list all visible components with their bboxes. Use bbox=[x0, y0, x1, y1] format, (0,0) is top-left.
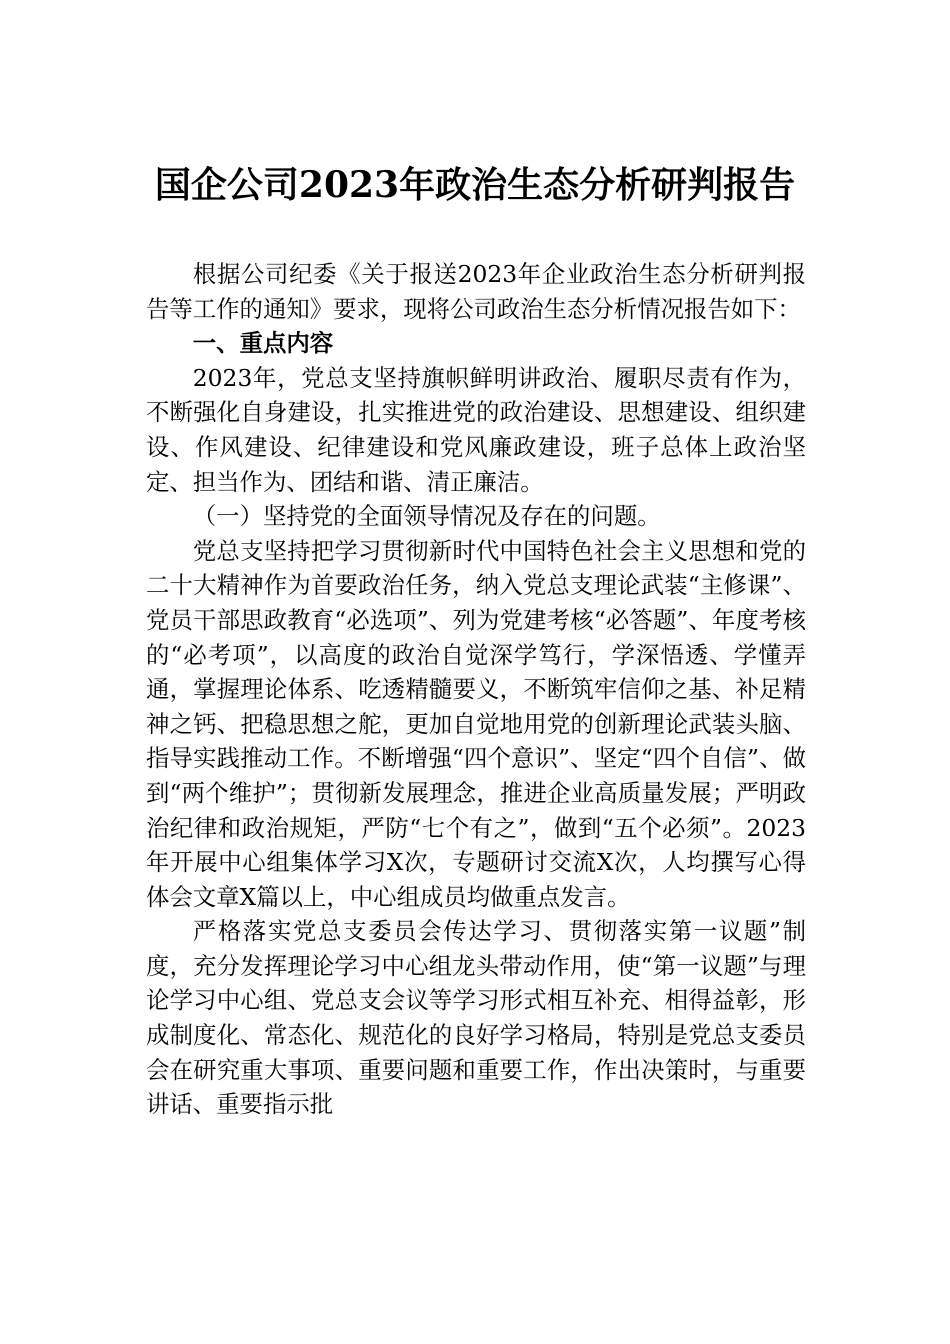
paragraph-summary: 2023年，党总支坚持旗帜鲜明讲政治、履职尽责有作为，不断强化自身建设，扎实推进党的政治建设、思想建设、组织建设、作风建设、纪律建设和党风廉政建设，班子总体上政治坚定、担当作为、团结和谐、清正廉洁。 bbox=[146, 363, 806, 496]
document-body bbox=[146, 257, 806, 1122]
paragraph-intro: 根据公司纪委《关于报送2023年企业政治生态分析研判报告等工作的通知》要求，现将公司政治生态分析情况报告如下： bbox=[146, 260, 806, 323]
document-title: 国企公司2023年政治生态分析研判报告 bbox=[154, 164, 796, 206]
section-heading: 一、重点内容 bbox=[192, 329, 334, 358]
subsection-heading: （一）坚持党的全面领导情况及存在的问题。 bbox=[192, 502, 661, 531]
paragraph-first-topic: 严格落实党总支委员会传达学习、贯彻落实第一议题”制度，充分发挥理论学习中心组龙头带动作用，使“第一议题”与理论学习中心组、党总支会议等学习形式相互补充、相得益彰，形成制度化、常态化、规范化的良好学习格局，特别是党总支委员会在研究重大事项、重要问题和重要工作，作出决策时，与重要讲话、重要指示批 bbox=[146, 917, 806, 1119]
paragraph-study: 党总支坚持把学习贯彻新时代中国特色社会主义思想和党的二十大精神作为首要政治任务，纳入党总支理论武装“主修课”、党员干部思政教育“必选项”、列为党建考核“必答题”、年度考核的“必考项”，以高度的政治自觉深学笃行，学深悟透、学懂弄通，掌握理论体系、吃透精髓要义，不断筑牢信仰之基、补足精神之钙、把稳思想之舵，更加自觉地用党的创新理论武装头脑、指导实践推动工作。不断增强“四个意识”、坚定“四个自信”、做到“两个维护”；贯彻新发展理念，推进企业高质量发展；严明政治纪律和政治规矩，严防“七个有之”，做到“五个必须”。2023年开展中心组集体学习X次，专题研讨交流X次，人均撰写心得体会文章X篇以上，中心组成员均做重点发言。 bbox=[146, 536, 806, 911]
